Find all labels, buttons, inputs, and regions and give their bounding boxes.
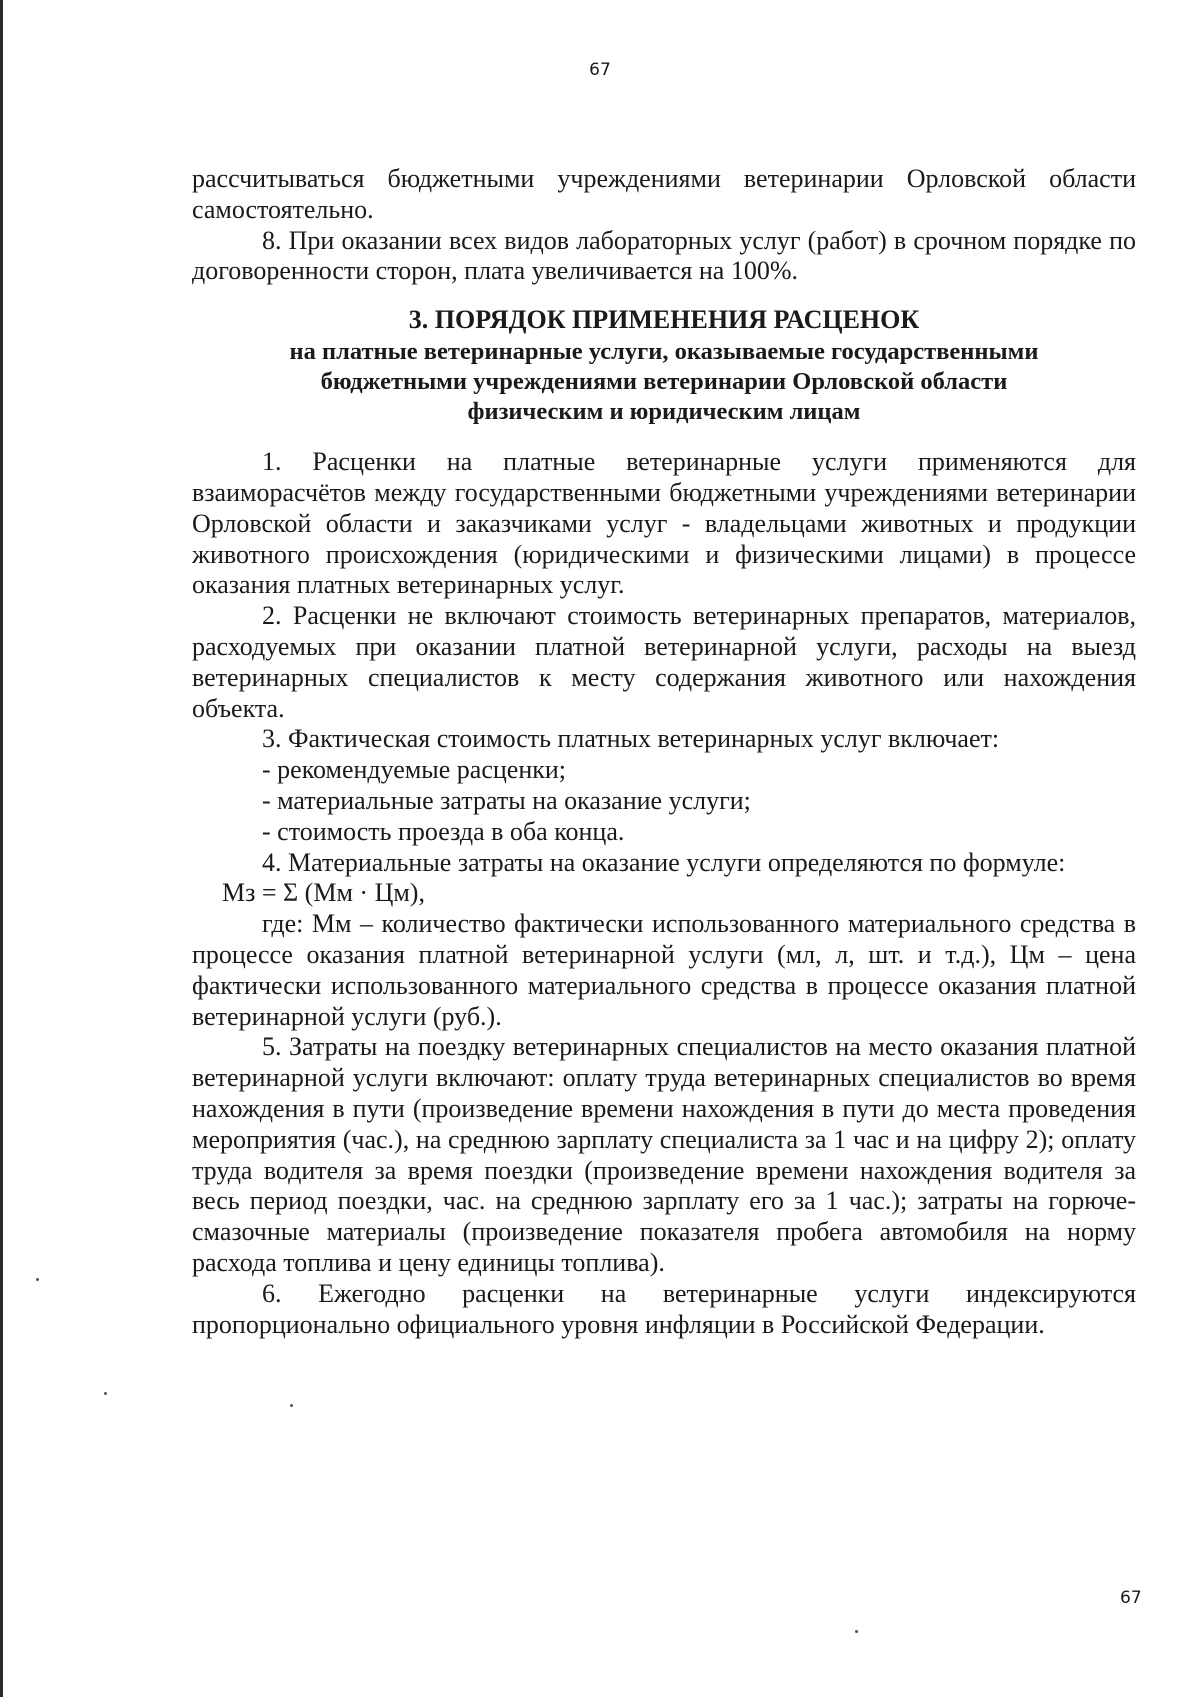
subtitle-line: бюджетными учреждениями ветеринарии Орловской области — [320, 368, 1008, 396]
subtitle-line: на платные ветеринарные услуги, оказываемые государственными — [289, 338, 1039, 366]
list-item: - рекомендуемые расценки; — [262, 755, 567, 785]
paragraph-6: 6. Ежегодно расценки на ветеринарные услуги индексируются пропорционально официального уровня инфляции в Российской Федерации. — [192, 1278, 1136, 1339]
page-number-bottom: 67 — [1120, 1588, 1142, 1608]
section-title: 3. ПОРЯДОК ПРИМЕНЕНИЯ РАСЦЕНОК — [408, 305, 920, 335]
formula: Мз = Σ (Мм · Цм), — [222, 878, 425, 908]
scan-speck — [855, 1630, 858, 1633]
page-number-top: 67 — [589, 60, 611, 80]
document-body — [192, 164, 1136, 1340]
scan-speck — [104, 1392, 107, 1395]
paragraph-1: 1. Расценки на платные ветеринарные услуги применяются для взаиморасчётов между государственными бюджетными учреждениями ветеринарии Орловской области и заказчиками услуг - владельцами животных и продукции животного происхождения (юридическими и физическими лицами) в процессе оказания платных ветеринарных услуг. — [192, 447, 1136, 600]
section-heading — [192, 303, 1136, 427]
paragraph-2: 2. Расценки не включают стоимость ветеринарных препаратов, материалов, расходуемых при оказании платной ветеринарной услуги, расходы на выезд ветеринарных специалистов к месту содержания животного или нахождения объекта. — [192, 601, 1136, 723]
subtitle-line: физическим и юридическим лицам — [467, 398, 861, 426]
list-item: - материальные затраты на оказание услуги; — [262, 785, 751, 815]
scan-speck — [290, 1404, 293, 1407]
intro-continuation: рассчитываться бюджетными учреждениями ветеринарии Орловской области самостоятельно. — [192, 164, 1136, 224]
paragraph-5: 5. Затраты на поездку ветеринарных специалистов на место оказания платной ветеринарной услуги включают: оплату труда ветеринарных специалистов во время нахождения в пути (произведение времени нахождения в пути до места проведения мероприятия (час.), на среднюю зарплату специалиста за 1 час и на цифру 2); оплату труда водителя за время поездки (произведение времени нахождения водителя за весь период поездки, час. на среднюю зарплату его за 1 час.); затраты на горюче-смазочные материалы (произведение показателя пробега автомобиля на норму расхода топлива и цену единицы топлива). — [192, 1032, 1136, 1277]
list-item: - стоимость проезда в оба конца. — [262, 816, 625, 846]
intro-item-8: 8. При оказании всех видов лабораторных услуг (работ) в срочном порядке по договоренности сторон, плата увеличивается на 100%. — [192, 225, 1136, 286]
scan-edge — [0, 0, 3, 1697]
paragraph-4: 4. Материальные затраты на оказание услуги определяются по формуле: — [262, 847, 1066, 877]
paragraph-3: 3. Фактическая стоимость платных ветеринарных услуг включает: — [262, 724, 1000, 754]
section-subtitle — [192, 337, 1136, 427]
scan-speck — [36, 1278, 39, 1281]
formula-explanation: где: Мм – количество фактически использованного материального средства в процессе оказания платной ветеринарной услуги (мл, л, шт. и т.д.), Цм – цена фактически использованного материального средства в процессе оказания платной ветеринарной услуги (руб.). — [192, 909, 1136, 1031]
